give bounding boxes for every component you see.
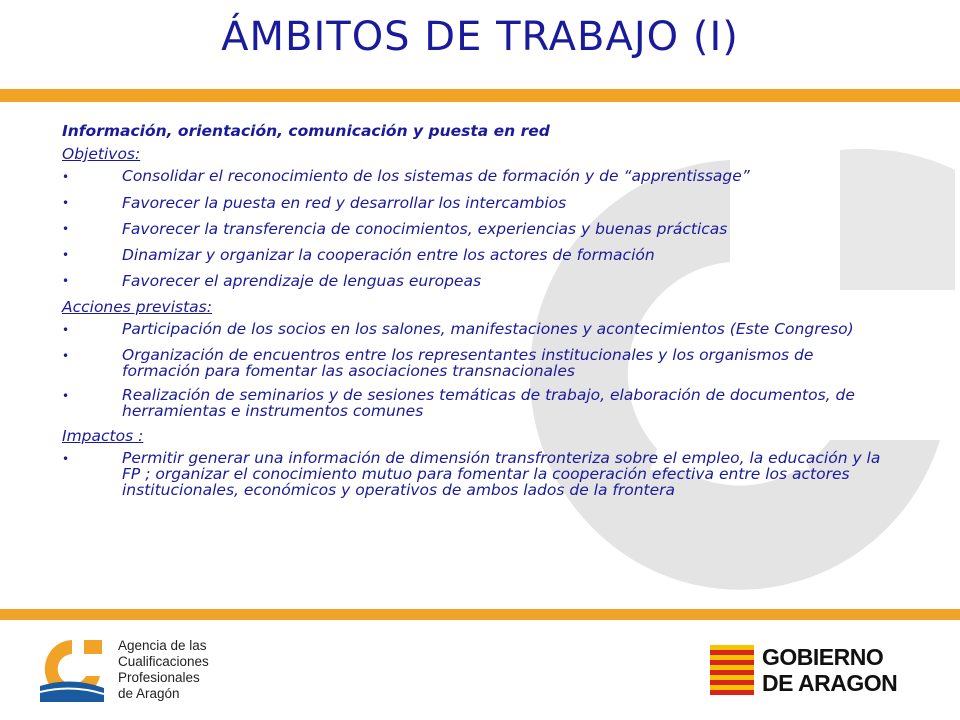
bullet-icon: • [62,222,70,236]
list-item [62,450,922,498]
gobierno-aragon-name: GOBIERNO DE ARAGON [762,644,898,696]
impactos-label: Impactos : [62,427,144,445]
agencia-name: Agencia de las Cualificaciones Profesionales de Aragón [118,638,209,701]
list-item [62,347,922,379]
content-body [62,122,922,506]
list-item-text: Realización de seminarios y de sesiones temáticas de trabajo, elaboración de documentos, de herramientas e instrumentos comunes [122,386,855,420]
acciones-list [62,321,922,419]
aragon-flag-icon [710,645,754,695]
list-item-text: Permitir generar una información de dimensión transfronteriza sobre el empleo, la educación y la FP ; organizar el conocimiento mutuo para fomentar la cooperación efectiva entre los actores institucionales, económicos y operativos de ambos lados de la frontera [122,449,881,499]
objetivos-label: Objetivos: [62,145,141,163]
list-item [62,272,922,290]
list-item [62,246,922,264]
list-item [62,321,922,339]
list-item-text: Participación de los socios en los salones, manifestaciones y acontecimientos (Este Congreso) [122,320,854,338]
bullet-icon: • [62,349,70,363]
gobierno-aragon-logo [710,645,920,697]
acciones-label: Acciones previstas: [62,298,212,316]
bullet-icon: • [62,389,70,403]
list-item [62,387,922,419]
bullet-icon: • [62,323,70,337]
bottom-accent-bar [0,609,960,620]
section-heading: Información, orientación, comunicación y puesta en red [62,122,550,140]
bullet-icon: • [62,196,70,210]
agencia-mark-icon [40,636,104,702]
svg-text:A: A [66,659,78,676]
list-item [62,194,922,212]
bullet-icon: • [62,170,70,184]
objetivos-list [62,168,922,290]
top-accent-bar [0,89,960,102]
agencia-logo [40,626,210,710]
list-item-text: Favorecer la transferencia de conocimientos, experiencias y buenas prácticas [122,220,728,238]
page-title: ÁMBITOS DE TRABAJO (I) [221,14,739,60]
bullet-icon: • [62,274,70,288]
list-item-text: Organización de encuentros entre los representantes institucionales y los organismos de formación para fomentar las asociaciones transnacionales [122,346,814,380]
list-item [62,220,922,238]
list-item-text: Favorecer la puesta en red y desarrollar los intercambios [122,194,567,212]
list-item-text: Favorecer el aprendizaje de lenguas europeas [122,272,482,290]
list-item [62,168,922,186]
bullet-icon: • [62,248,70,262]
impactos-list [62,450,922,498]
list-item-text: Dinamizar y organizar la cooperación entre los actores de formación [122,246,655,264]
bullet-icon: • [62,452,70,466]
list-item-text: Consolidar el reconocimiento de los sistemas de formación y de “apprentissage” [122,167,750,185]
